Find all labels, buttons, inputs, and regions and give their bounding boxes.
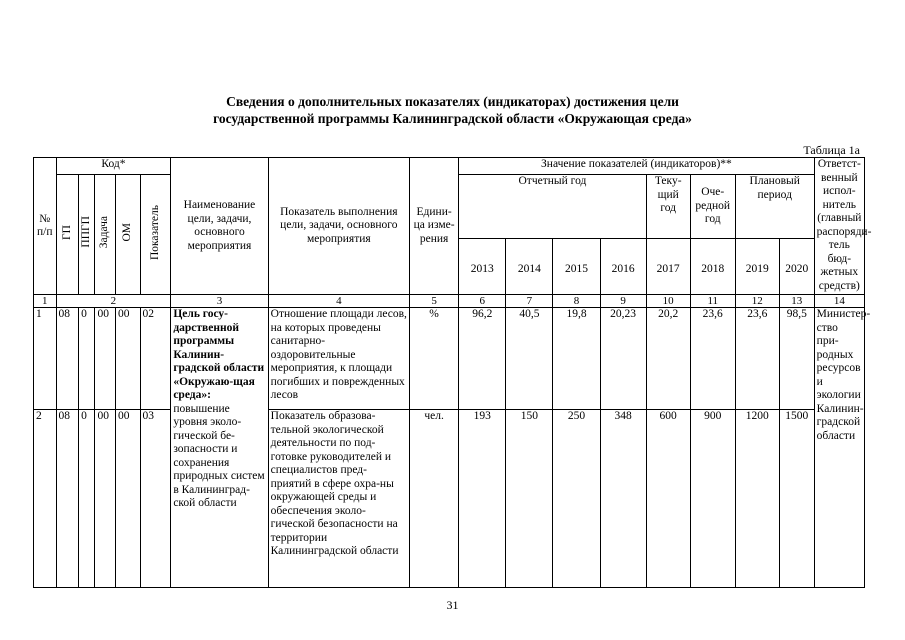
row2-code-om: 00 (115, 410, 140, 588)
row1-value-2015: 19,8 (553, 308, 600, 410)
header-next-year: Оче-редной год (690, 175, 735, 239)
row1-value-2019: 23,6 (735, 308, 779, 410)
row2-code-task: 00 (95, 410, 115, 588)
colnum-12: 12 (735, 295, 779, 308)
row2-value-2018: 900 (690, 410, 735, 588)
indicators-table (33, 157, 872, 588)
header-values: Значение показателей (индикаторов)** (459, 158, 814, 175)
header-code-task: Задача (95, 175, 115, 295)
row1-code-task: 00 (95, 308, 115, 410)
page-number: 31 (446, 598, 459, 612)
row1-num: 1 (34, 308, 57, 410)
title-line-1: Сведения о дополнительных показателях (индикаторах) достижения цели (226, 94, 679, 109)
header-year-2019: 2019 (735, 239, 779, 295)
colnum-5: 5 (410, 295, 459, 308)
header-code-indicator: Показатель (140, 175, 171, 295)
row1-value-2020: 98,5 (779, 308, 814, 410)
table-row (34, 308, 865, 410)
header-report-year: Отчетный год (459, 175, 646, 239)
colnum-3: 3 (171, 295, 268, 308)
colnum-2: 2 (56, 295, 171, 308)
header-code-om: ОМ (115, 175, 140, 295)
colnum-11: 11 (690, 295, 735, 308)
colnum-6: 6 (459, 295, 506, 308)
colnum-4: 4 (268, 295, 409, 308)
colnum-1: 1 (34, 295, 57, 308)
row1-value-2018: 23,6 (690, 308, 735, 410)
header-year-2018: 2018 (690, 239, 735, 295)
row1-code-indicator: 02 (140, 308, 171, 410)
colnum-10: 10 (646, 295, 690, 308)
row2-value-2014: 150 (506, 410, 553, 588)
responsible-executor: Министер-ство при-родных ресурсов и экологии Калинин-градской области (814, 308, 864, 588)
row2-unit: чел. (410, 410, 459, 588)
row2-value-2020: 1500 (779, 410, 814, 588)
header-responsible: Ответст-венный испол-нитель (главный распоряди-тель бюд-жетных средств) (814, 158, 864, 295)
header-year-2015: 2015 (553, 239, 600, 295)
colnum-7: 7 (506, 295, 553, 308)
row1-code-gp: 08 (56, 308, 79, 410)
goal-text: повышение уровня эколо-гической бе-зопасности и сохранения природных систем в Калининград-ской области (173, 402, 265, 509)
row2-value-2015: 250 (553, 410, 600, 588)
header-year-2017: 2017 (646, 239, 690, 295)
row1-unit: % (410, 308, 459, 410)
row2-value-2013: 193 (459, 410, 506, 588)
header-year-2013: 2013 (459, 239, 506, 295)
colnum-8: 8 (553, 295, 600, 308)
row2-indicator: Показатель образова-тельной экологической деятельности по под-готовке руководителей и специалистов пред-приятий в сфере охра-ны окружающей среды и обеспечения эколо-гической безопасности на территории Калининградской области (268, 410, 409, 588)
row2-value-2016: 348 (600, 410, 646, 588)
goal-description (171, 308, 268, 588)
colnum-13: 13 (779, 295, 814, 308)
header-current-year: Теку-щий год (646, 175, 690, 239)
goal-title: Цель госу-дарственной программы Калинин-градской области «Окружаю-щая среда»: (173, 308, 265, 401)
header-unit: Едини-ца изме-рения (410, 158, 459, 295)
header-num: № п/п (34, 158, 57, 295)
row2-num: 2 (34, 410, 57, 588)
header-year-2016: 2016 (600, 239, 646, 295)
header-code: Код* (56, 158, 171, 175)
row2-code-indicator: 03 (140, 410, 171, 588)
table-row (34, 410, 865, 588)
row2-code-gp: 08 (56, 410, 79, 588)
header-code-gp: ГП (56, 175, 79, 295)
header-year-2014: 2014 (506, 239, 553, 295)
header-plan-period: Плановый период (735, 175, 814, 239)
row1-code-om: 00 (115, 308, 140, 410)
row2-code-ppgp: 0 (79, 410, 95, 588)
header-code-ppgp: ППГП (79, 175, 95, 295)
table-caption: Таблица 1а (803, 143, 860, 157)
row1-value-2014: 40,5 (506, 308, 553, 410)
title-line-2: государственной программы Калининградской области «Окружающая среда» (213, 111, 692, 126)
document-title (0, 93, 905, 127)
row1-value-2013: 96,2 (459, 308, 506, 410)
row1-value-2017: 20,2 (646, 308, 690, 410)
colnum-9: 9 (600, 295, 646, 308)
header-indicator: Показатель выполнения цели, задачи, основного мероприятия (268, 158, 409, 295)
colnum-14: 14 (814, 295, 864, 308)
header-name: Наименование цели, задачи, основного мероприятия (171, 158, 268, 295)
row1-value-2016: 20,23 (600, 308, 646, 410)
row2-value-2017: 600 (646, 410, 690, 588)
row2-value-2019: 1200 (735, 410, 779, 588)
header-year-2020: 2020 (779, 239, 814, 295)
row1-indicator: Отношение площади лесов, на которых проведены санитарно-оздоровительные мероприятия, к площади погибших и поврежденных лесов (268, 308, 409, 410)
row1-code-ppgp: 0 (79, 308, 95, 410)
